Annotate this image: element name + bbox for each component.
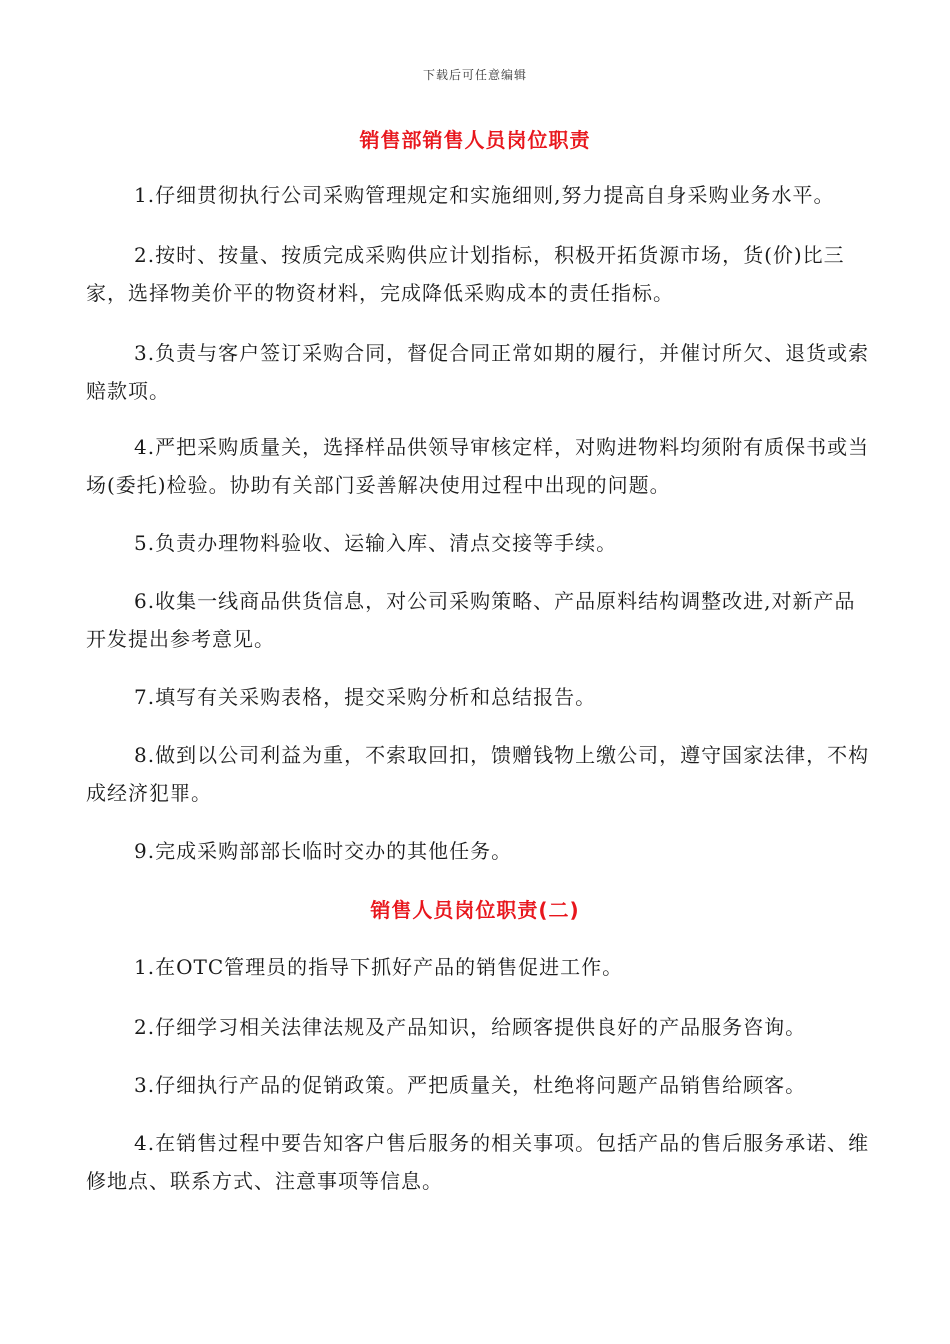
section1-item-9: 9.完成采购部部长临时交办的其他任务。 <box>134 839 513 863</box>
section1-item-8: 8.做到以公司利益为重，不索取回扣，馈赠钱物上缴公司，遵守国家法律，不构成经济犯罪。 <box>86 743 870 805</box>
header-note: 下载后可任意编辑 <box>422 68 527 82</box>
section1-item-3: 3.负责与客户签订采购合同，督促合同正常如期的履行，并催讨所欠、退货或索赔款项。 <box>86 341 870 403</box>
section1-item-2: 2.按时、按量、按质完成采购供应计划指标，积极开拓货源市场，货(价)比三家，选择物美价平的物资材料，完成降低采购成本的责任指标。 <box>86 243 845 305</box>
section1-item-1: 1.仔细贯彻执行公司采购管理规定和实施细则,努力提高自身采购业务水平。 <box>134 183 835 207</box>
section1-item-6: 6.收集一线商品供货信息，对公司采购策略、产品原料结构调整改进,对新产品开发提出参考意见。 <box>86 589 856 651</box>
section2-title: 销售人员岗位职责(二) <box>370 898 580 922</box>
section1-item-7: 7.填写有关采购表格，提交采购分析和总结报告。 <box>134 685 597 709</box>
section2-item-1: 1.在OTC管理员的指导下抓好产品的销售促进工作。 <box>134 955 624 979</box>
section2-item-4: 4.在销售过程中要告知客户售后服务的相关事项。包括产品的售后服务承诺、维修地点、联系方式、注意事项等信息。 <box>86 1131 870 1193</box>
section1-title: 销售部销售人员岗位职责 <box>359 128 591 152</box>
section1-item-5: 5.负责办理物料验收、运输入库、清点交接等手续。 <box>134 531 618 555</box>
section1-item-4: 4.严把采购质量关，选择样品供领导审核定样，对购进物料均须附有质保书或当场(委托)检验。协助有关部门妥善解决使用过程中出现的问题。 <box>86 435 870 497</box>
section2-item-2: 2.仔细学习相关法律法规及产品知识，给顾客提供良好的产品服务咨询。 <box>134 1015 807 1039</box>
section2-item-3: 3.仔细执行产品的促销政策。严把质量关，杜绝将问题产品销售给顾客。 <box>134 1073 807 1097</box>
